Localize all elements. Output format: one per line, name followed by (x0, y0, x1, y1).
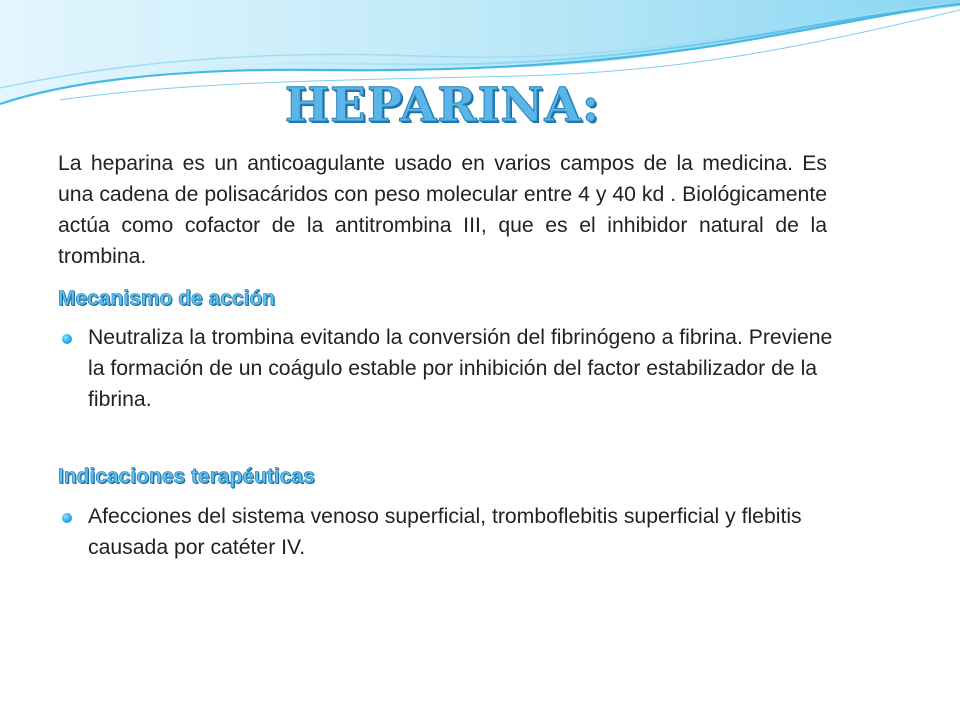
bullet-item-mecanismo (62, 322, 842, 415)
section-heading-mecanismo: Mecanismo de acción (58, 287, 276, 310)
slide-title: HEPARINA: (284, 78, 601, 133)
bullet-dot-icon (62, 334, 72, 344)
bullet-item-indicaciones (62, 501, 842, 563)
bullet-dot-icon (62, 513, 72, 523)
bullet-text: Neutraliza la trombina evitando la conversión del fibrinógeno a fibrina. Previene la formación de un coágulo estable por inhibición del factor estabilizador de la fibrina. (88, 326, 833, 411)
section-heading-indicaciones: Indicaciones terapéuticas (58, 465, 315, 488)
intro-paragraph: La heparina es un anticoagulante usado en varios campos de la medicina. Es una cadena de polisacáridos con peso molecular entre 4 y 40 kd . Biológicamente actúa como cofactor de la antitrombina III, que es el inhibidor natural de la trombina. (58, 152, 827, 268)
bullet-text: Afecciones del sistema venoso superficial, tromboflebitis superficial y flebitis causada por catéter IV. (88, 505, 802, 559)
